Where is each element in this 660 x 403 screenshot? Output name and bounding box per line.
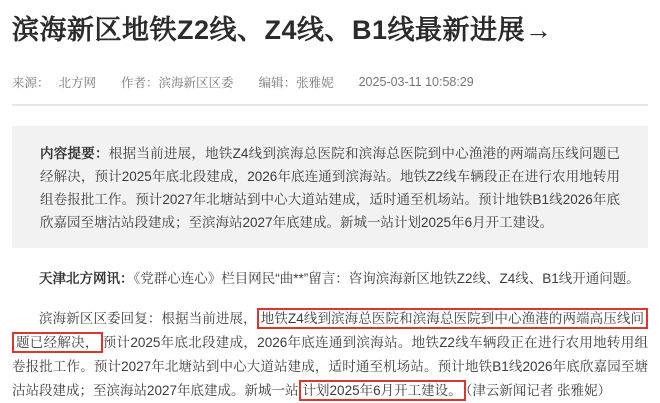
highlight-box-construction-plan: 计划2025年6月开工建设。 xyxy=(299,380,466,401)
lead-text: 《党群心连心》栏目网民“曲**”留言：咨询滨海新区地铁Z2线、Z4线、B1线开通问题。 xyxy=(133,270,640,286)
article-meta xyxy=(12,73,648,91)
highlight-box-z4-line: 地铁Z4线到滨海总医院和滨海总医院到中心渔港的两端高压线问题已经解决， xyxy=(12,308,648,353)
reply-text-middle: 预计2025年底北段建成，2026年底连通到滨海站。地铁Z2线车辆段正在进行农用地转用组卷报批工作。预计2027年北塘站到中心大道站建成，适时通至机场站。预计地铁B1线2026年底欣嘉园至塘沽站段建成；至滨海站2027年底建成。新城一站 xyxy=(12,334,649,398)
summary-box xyxy=(12,126,648,248)
summary-text: 根据当前进展，地铁Z4线到滨海总医院和滨海总医院到中心渔港的两端高压线问题已经解决，预计2025年底北段建成，2026年底连通到滨海站。地铁Z2线车辆段正在进行农用地转用组卷报批工作。预计2027年北塘站到中心大道站建成，适时通至机场站。预计地铁B1线2026年底欣嘉园至塘沽站段建成；至滨海站2027年底建成。新城一站计划2025年6月开工建设。 xyxy=(40,145,620,230)
meta-author-value: 滨海新区区委 xyxy=(158,75,234,90)
meta-datetime: 2025-03-11 10:58:29 xyxy=(358,74,474,89)
meta-source xyxy=(12,73,96,91)
reply-text-before: 滨海新区区委回复：根据当前进展， xyxy=(39,310,257,326)
meta-author xyxy=(121,73,234,91)
summary-label: 内容提要： xyxy=(40,145,109,161)
meta-editor-label: 编辑： xyxy=(258,75,297,90)
meta-source-value: 北方网 xyxy=(58,75,97,90)
meta-editor-value: 张雅妮 xyxy=(296,75,334,90)
meta-author-label: 作者： xyxy=(121,75,159,90)
meta-source-label: 来源： xyxy=(12,75,50,90)
header-divider xyxy=(12,104,648,106)
reply-paragraph xyxy=(12,307,648,403)
article-title: 滨海新区地铁Z2线、Z4线、B1线最新进展→ xyxy=(12,15,553,45)
meta-editor xyxy=(259,73,334,91)
lead-paragraph xyxy=(12,267,648,290)
lead-label: 天津北方网讯： xyxy=(39,270,134,286)
reply-text-after: （津云新闻记者 张雅妮） xyxy=(465,382,612,398)
